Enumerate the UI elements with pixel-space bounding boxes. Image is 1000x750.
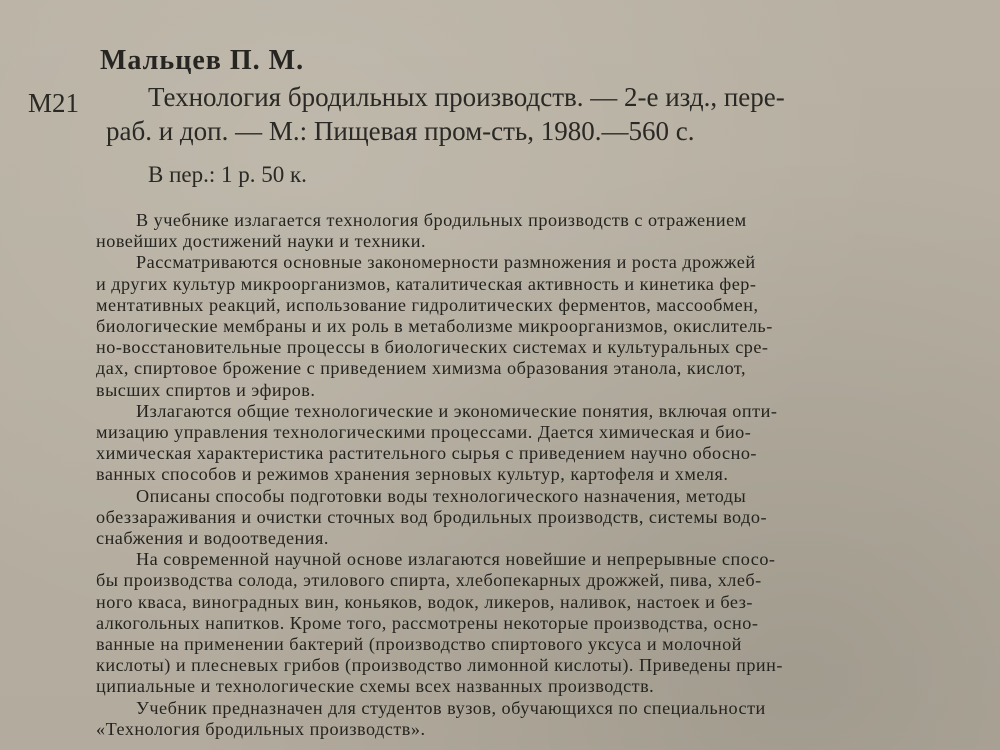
abstract-line: химическая характеристика растительного сырья с приведением научно обосно- <box>96 443 757 464</box>
abstract-line: мизацию управления технологическими процессами. Дается химическая и био- <box>96 422 752 443</box>
abstract-line: «Технология бродильных производств». <box>96 718 426 739</box>
abstract-line: алкогольных напитков. Кроме того, рассмотрены некоторые производства, осно- <box>96 612 759 633</box>
abstract-line: бы производства солода, этилового спирта, хлебопекарных дрожжей, пива, хлеб- <box>96 570 762 591</box>
abstract-line: ного кваса, виноградных вин, коньяков, водок, ликеров, наливок, настоек и без- <box>96 591 753 612</box>
abstract-line: обеззараживания и очистки сточных вод бродильных производств, системы водо- <box>96 506 768 527</box>
abstract-line: снабжения и водоотведения. <box>96 528 329 549</box>
biblio-line: Технология бродильных производств. — 2-е изд., пере- <box>148 82 785 112</box>
abstract-line: ванные на применении бактерий (производство спиртового уксуса и молочной <box>96 634 742 655</box>
biblio-line: раб. и доп. — М.: Пищевая пром-сть, 1980.—560 с. <box>106 116 695 146</box>
abstract-text <box>96 210 976 740</box>
catalog-code: М21 <box>28 88 80 118</box>
abstract-line: биологические мембраны и их роль в метаболизме микроорганизмов, окислитель- <box>96 316 773 337</box>
price-line: В пер.: 1 р. 50 к. <box>148 162 307 187</box>
abstract-line: ментативных реакций, использование гидролитических ферментов, массообмен, <box>96 294 759 315</box>
abstract-line: кислоты) и плесневых грибов (производство лимонной кислоты). Приведены прин- <box>96 655 783 676</box>
abstract-line: ципиальные и технологические схемы всех названных производств. <box>96 676 655 697</box>
abstract-line: Рассматриваются основные закономерности размножения и роста дрожжей <box>136 252 756 273</box>
abstract-line: В учебнике излагается технология бродильных производств с отражением <box>136 210 747 230</box>
abstract-line: Учебник предназначен для студентов вузов, обучающихся по специальности <box>136 697 766 718</box>
abstract-line: Описаны способы подготовки воды технологического назначения, методы <box>136 485 747 506</box>
author-name: Мальцев П. М. <box>100 45 305 76</box>
bibliographic-description <box>106 80 978 148</box>
abstract-line: но-восстановительные процессы в биологических системах и культуральных сре- <box>96 337 769 358</box>
abstract-line: дах, спиртовое брожение с приведением химизма образования этанола, кислот, <box>96 358 747 379</box>
abstract-line: новейших достижений науки и техники. <box>96 231 427 252</box>
abstract-line: высших спиртов и эфиров. <box>96 379 316 400</box>
abstract-line: и других культур микроорганизмов, каталитическая активность и кинетика фер- <box>96 273 757 294</box>
abstract-line: ванных способов и режимов хранения зерновых культур, картофеля и хмеля. <box>96 464 729 485</box>
abstract-line: Излагаются общие технологические и экономические понятия, включая опти- <box>136 400 778 421</box>
abstract-line: На современной научной основе излагаются новейшие и непрерывные спосо- <box>136 549 776 570</box>
